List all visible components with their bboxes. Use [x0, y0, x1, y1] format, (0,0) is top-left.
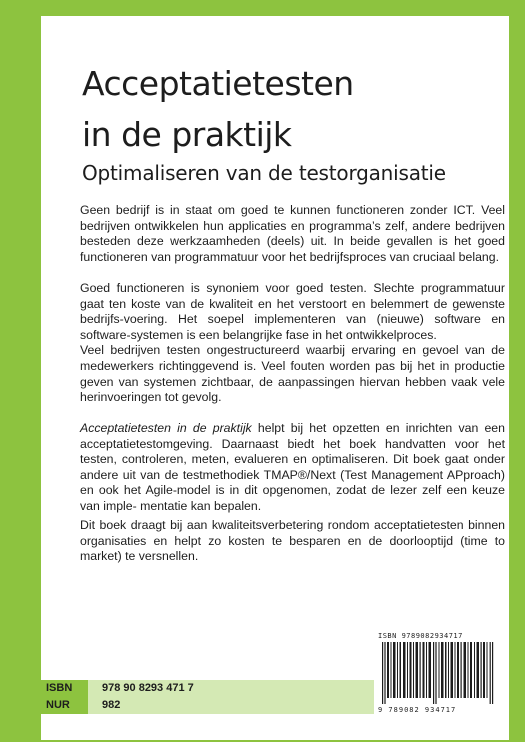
book-title-line-1: Acceptatietesten: [82, 64, 354, 103]
blurb-paragraph-3: [80, 421, 505, 515]
blurb-text-3: Veel bedrijven testen ongestructureerd waarbij ervaring en gevoel van de medewerkers richtinggevend is. Veel fouten worden pas bij het in productie geven van systemen zichtbaar, de aanpassingen hiervan hebben vaak vele herinvoeringen tot gevolg.: [80, 343, 505, 405]
isbn-label: ISBN: [38, 680, 88, 697]
nur-value: 982: [88, 697, 374, 714]
blurb-paragraph-2: [80, 281, 505, 406]
nur-label: NUR: [38, 697, 88, 714]
book-title-italic: Acceptatietesten in de praktijk: [80, 421, 252, 435]
book-title-line-2: in de praktijk: [82, 115, 292, 154]
barcode-isbn-label: ISBN 9789082934717: [378, 632, 463, 640]
isbn-value: 978 90 8293 471 7: [88, 680, 374, 697]
barcode-bars-icon: [382, 642, 494, 704]
blurb-text-4-rest: helpt bij het opzetten en inrichten van een acceptatietestomgeving. Daarnaast biedt het boek handvatten voor het testen, controleren, meten, evalueren en optimaliseren. Dit boek gaat onder andere uit van de testmethodiek TMAP®/Next (Test Management APproach) en ook het Agile-model is in dit opgenomen, zodat de lezer zelf een keuze van imple- mentatie kan bepalen.: [80, 421, 505, 513]
blurb-text-5: Dit boek draagt bij aan kwaliteitsverbetering rondom acceptatietesten binnen organisaties en helpt zo kosten te besparen en de doorlooptijd (time to market) te versnellen.: [80, 518, 505, 564]
blurb-paragraph-1: [80, 203, 505, 265]
isbn-barcode: [378, 632, 498, 720]
blurb-text-4: [80, 421, 505, 515]
book-subtitle: Optimaliseren van de testorganisatie: [82, 161, 446, 185]
barcode-digits: 9 789082 934717: [378, 706, 457, 714]
blurb-paragraph-4: [80, 518, 505, 565]
nur-row: [38, 697, 374, 714]
blurb-text-2: Goed functioneren is synoniem voor goed testen. Slechte programmatuur gaat ten koste van de kwaliteit en het verstoort en belemmert de gewenste bedrijfs-voering. Het soepel implementeren van (nieuwe) software en software-systemen is een belangrijke fase in het ontwikkelproces.: [80, 281, 505, 342]
isbn-row: [38, 680, 374, 697]
blurb-text-1: Geen bedrijf is in staat om goed te kunnen functioneren zonder ICT. Veel bedrijven ontwikkelen hun applicaties en programma’s zelf, andere bedrijven besteden deze werkzaamheden (deels) uit. In beide gevallen is het goed functioneren van programmatuur voor het bedrijfsproces van cruciaal belang.: [80, 203, 505, 264]
